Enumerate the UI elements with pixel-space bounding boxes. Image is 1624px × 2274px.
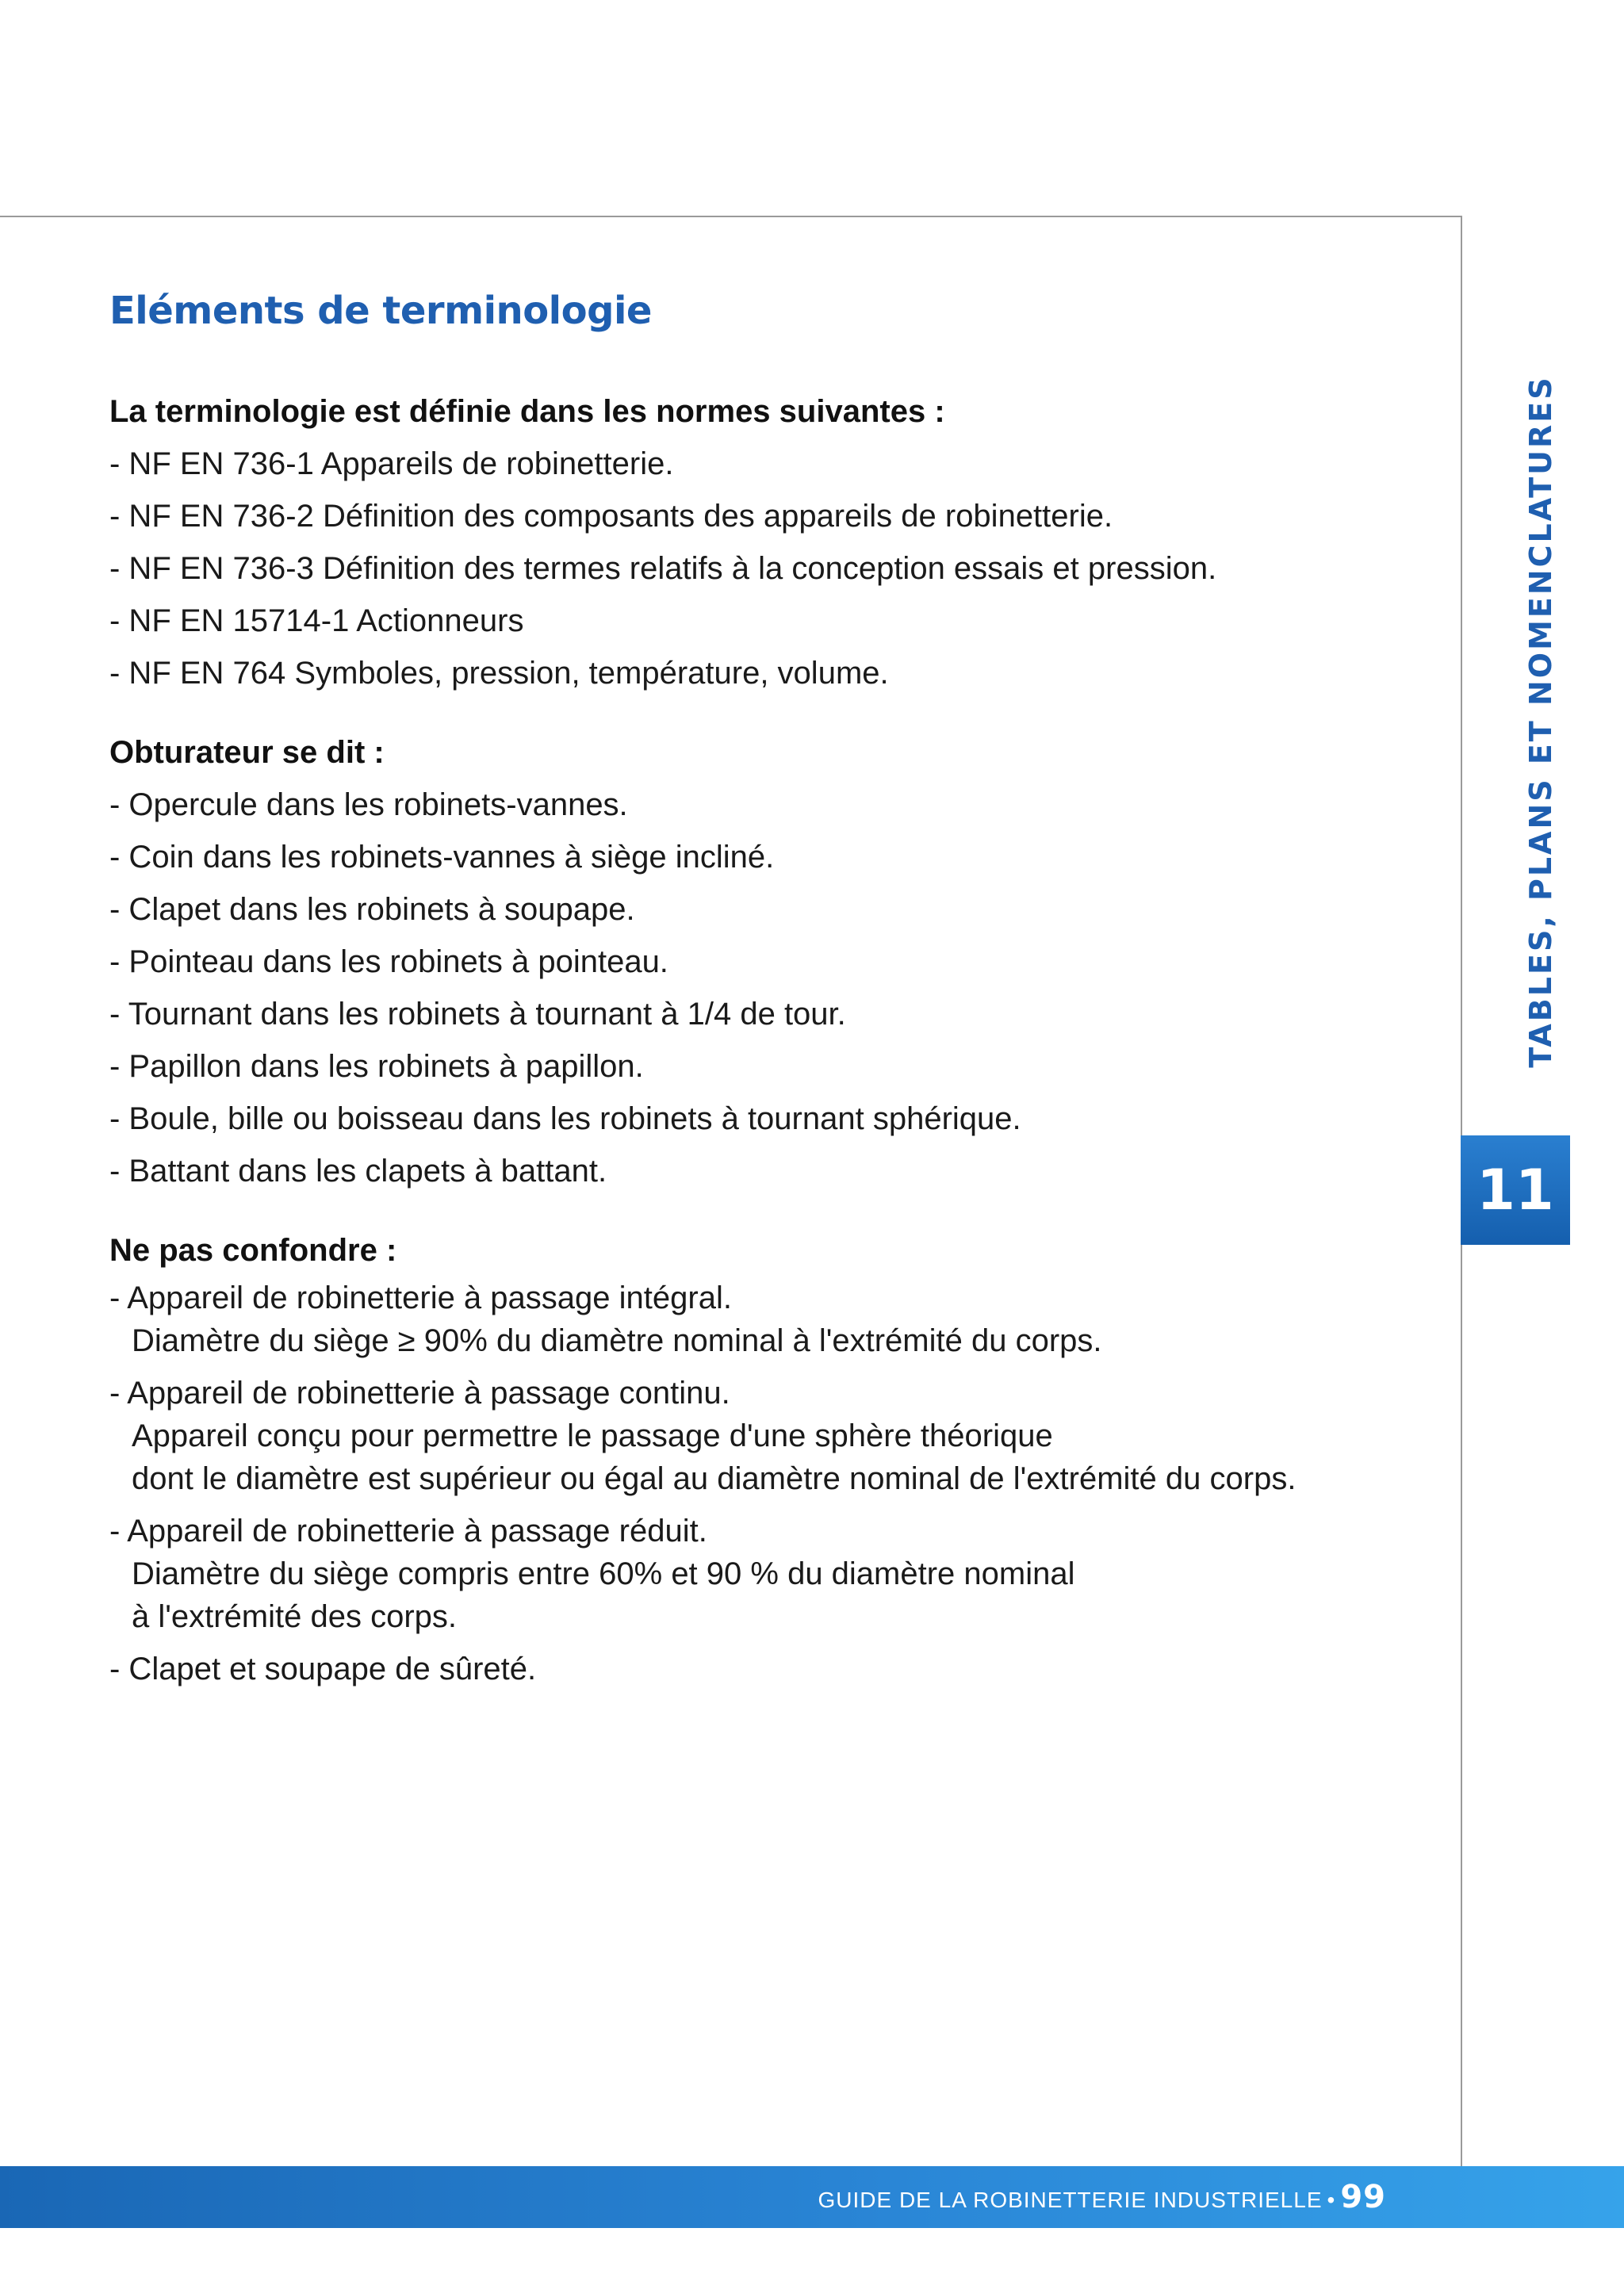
list-item: - Battant dans les clapets à battant. bbox=[109, 1154, 607, 1189]
section-heading: La terminologie est définie dans les normes suivantes : bbox=[109, 394, 945, 429]
list-item: - Opercule dans les robinets-vannes. bbox=[109, 787, 628, 822]
list-item bbox=[109, 1648, 1426, 1690]
item-detail-line: Diamètre du siège compris entre 60% et 90 % du diamètre nominal bbox=[132, 1556, 1075, 1591]
footer-guide-title: GUIDE DE LA ROBINETTERIE INDUSTRIELLE bbox=[818, 2188, 1323, 2212]
side-tab-label: TABLES, PLANS ET NOMENCLATURES bbox=[1523, 375, 1558, 1068]
list-item: - NF EN 764 Symboles, pression, température, volume. bbox=[109, 656, 889, 691]
section-heading: Obturateur se dit : bbox=[109, 735, 385, 770]
item-main-text: - Appareil de robinetterie à passage continu. bbox=[109, 1376, 730, 1411]
item-detail-line: Diamètre du siège ≥ 90% du diamètre nominal à l'extrémité du corps. bbox=[132, 1323, 1102, 1358]
page-content bbox=[109, 285, 1426, 1700]
footer-separator: • bbox=[1327, 2188, 1336, 2212]
footer-text bbox=[818, 2166, 1386, 2228]
item-main-text: - Appareil de robinetterie à passage réduit. bbox=[109, 1514, 707, 1549]
list-item: - Coin dans les robinets-vannes à siège incliné. bbox=[109, 840, 775, 875]
list-item: - NF EN 736-1 Appareils de robinetterie. bbox=[109, 446, 674, 481]
item-detail-line: à l'extrémité des corps. bbox=[132, 1599, 458, 1634]
list-item: - Pointeau dans les robinets à pointeau. bbox=[109, 944, 668, 979]
list-item: - NF EN 736-2 Définition des composants des appareils de robinetterie. bbox=[109, 499, 1113, 534]
top-rule bbox=[0, 216, 1461, 217]
chapter-number-badge: 11 bbox=[1461, 1135, 1570, 1245]
section-heading: Ne pas confondre : bbox=[109, 1233, 397, 1268]
list-item: - NF EN 15714-1 Actionneurs bbox=[109, 603, 524, 638]
section-obturateur bbox=[109, 726, 1426, 1197]
list-item: - Clapet dans les robinets à soupape. bbox=[109, 892, 635, 927]
item-main-text: - Clapet et soupape de sûreté. bbox=[109, 1652, 537, 1686]
section-ne-pas-confondre bbox=[109, 1224, 1426, 1690]
confusion-list bbox=[109, 1277, 1426, 1690]
page-title: Eléments de terminologie bbox=[109, 289, 652, 333]
list-item bbox=[109, 1510, 1426, 1638]
item-detail-line: dont le diamètre est supérieur ou égal au diamètre nominal de l'extrémité du corps. bbox=[132, 1461, 1297, 1496]
list-item: - Papillon dans les robinets à papillon. bbox=[109, 1049, 644, 1084]
item-detail-line: Appareil conçu pour permettre le passage d'une sphère théorique bbox=[132, 1418, 1053, 1453]
footer-bar bbox=[0, 2166, 1624, 2228]
item-main-text: - Appareil de robinetterie à passage intégral. bbox=[109, 1281, 732, 1315]
page-number: 99 bbox=[1340, 2179, 1386, 2215]
standards-list bbox=[109, 438, 1426, 699]
list-item: - NF EN 736-3 Définition des termes relatifs à la conception essais et pression. bbox=[109, 551, 1217, 586]
list-item bbox=[109, 1372, 1426, 1500]
list-item: - Tournant dans les robinets à tournant à 1/4 de tour. bbox=[109, 997, 846, 1032]
obturateur-list bbox=[109, 779, 1426, 1197]
list-item: - Boule, bille ou boisseau dans les robinets à tournant sphérique. bbox=[109, 1101, 1021, 1136]
section-standards bbox=[109, 385, 1426, 699]
list-item bbox=[109, 1277, 1426, 1362]
